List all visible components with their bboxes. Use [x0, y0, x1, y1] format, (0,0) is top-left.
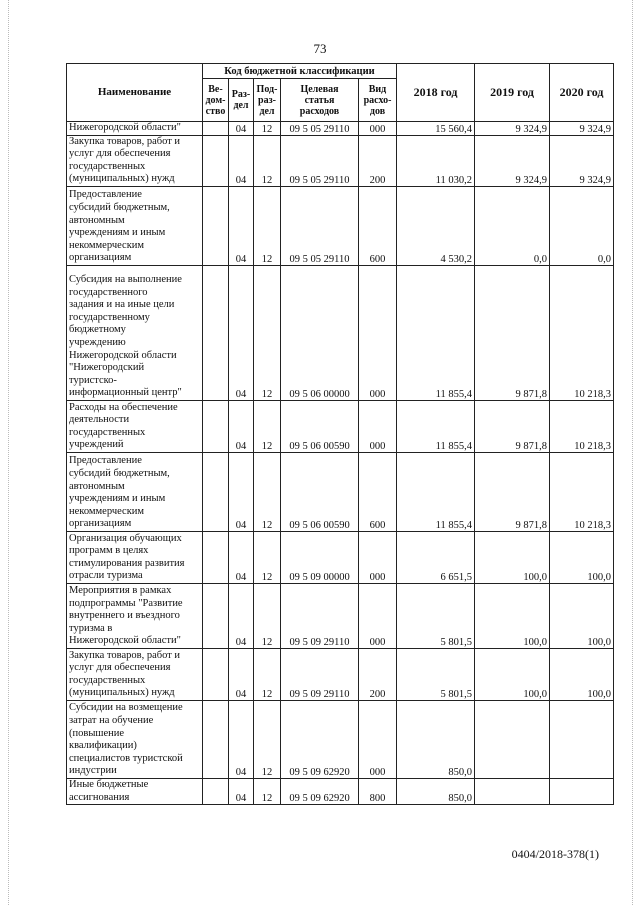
row-name: Предоставление субсидий бюджетным, автономным учреждениям и иным некоммерческим организациям: [67, 186, 203, 265]
row-podrazdel: 12: [254, 135, 281, 186]
row-razdel: 04: [229, 265, 254, 400]
row-2018: 11 030,2: [397, 135, 475, 186]
row-razdel: 04: [229, 583, 254, 648]
row-2018: 15 560,4: [397, 122, 475, 136]
row-2019: 9 324,9: [475, 122, 550, 136]
row-podrazdel: 12: [254, 700, 281, 778]
row-2019: 9 324,9: [475, 135, 550, 186]
row-name: Закупка товаров, работ и услуг для обеспечения государственных (муниципальных) нужд: [67, 648, 203, 700]
row-ved: [203, 400, 229, 452]
column-header-razdel: Раз- дел: [229, 79, 254, 122]
right-margin-line: [632, 0, 633, 905]
row-podrazdel: 12: [254, 778, 281, 804]
row-2018: 5 801,5: [397, 648, 475, 700]
row-podrazdel: 12: [254, 122, 281, 136]
table-row: [67, 135, 614, 186]
row-target: 09 5 09 62920: [281, 700, 359, 778]
column-header-target: Целевая статья расходов: [281, 79, 359, 122]
row-name: Предоставление субсидий бюджетным, автономным учреждениям и иным некоммерческим организациям: [67, 452, 203, 531]
row-name: Нижегородской области": [67, 122, 203, 136]
row-podrazdel: 12: [254, 648, 281, 700]
table-row: [67, 648, 614, 700]
left-margin-line: [8, 0, 9, 905]
row-razdel: 04: [229, 186, 254, 265]
row-ved: [203, 265, 229, 400]
row-ved: [203, 778, 229, 804]
row-podrazdel: 12: [254, 186, 281, 265]
row-2020: [550, 778, 614, 804]
row-2018: 850,0: [397, 700, 475, 778]
table-body: [67, 122, 614, 805]
column-header-2019: 2019 год: [475, 64, 550, 122]
row-2020: 9 324,9: [550, 122, 614, 136]
row-vid: 600: [359, 186, 397, 265]
row-vid: 000: [359, 583, 397, 648]
row-vid: 200: [359, 648, 397, 700]
row-razdel: 04: [229, 531, 254, 583]
table-row: [67, 700, 614, 778]
row-razdel: 04: [229, 122, 254, 136]
row-2019: 9 871,8: [475, 452, 550, 531]
table-header: [67, 64, 614, 122]
row-vid: 000: [359, 265, 397, 400]
column-header-2018: 2018 год: [397, 64, 475, 122]
row-podrazdel: 12: [254, 265, 281, 400]
row-2018: 6 651,5: [397, 531, 475, 583]
row-name: Субсидия на выполнение государственного задания и на иные цели государственному бюджетному учреждению Нижегородской области "Нижегородский туристско- информационный центр": [67, 265, 203, 400]
row-podrazdel: 12: [254, 583, 281, 648]
row-2019: [475, 700, 550, 778]
row-target: 09 5 09 29110: [281, 583, 359, 648]
row-razdel: 04: [229, 452, 254, 531]
row-2018: 11 855,4: [397, 265, 475, 400]
table-row: [67, 583, 614, 648]
row-vid: 200: [359, 135, 397, 186]
row-2020: [550, 700, 614, 778]
row-ved: [203, 583, 229, 648]
document-code: 0404/2018-378(1): [511, 847, 599, 861]
row-2018: 11 855,4: [397, 400, 475, 452]
row-vid: 000: [359, 400, 397, 452]
row-2020: 10 218,3: [550, 265, 614, 400]
table-row: [67, 400, 614, 452]
table-row: [67, 778, 614, 804]
row-target: 09 5 06 00000: [281, 265, 359, 400]
row-2019: 9 871,8: [475, 265, 550, 400]
column-group-budget-code: Код бюджетной классификации: [203, 64, 397, 79]
row-2019: 0,0: [475, 186, 550, 265]
row-razdel: 04: [229, 778, 254, 804]
row-vid: 000: [359, 700, 397, 778]
row-razdel: 04: [229, 648, 254, 700]
row-2019: [475, 778, 550, 804]
column-header-vedomstvo: Ве- дом- ство: [203, 79, 229, 122]
row-name: Организация обучающих программ в целях стимулирования развития отрасли туризма: [67, 531, 203, 583]
row-vid: 000: [359, 122, 397, 136]
row-target: 09 5 06 00590: [281, 400, 359, 452]
row-podrazdel: 12: [254, 531, 281, 583]
row-2019: 100,0: [475, 583, 550, 648]
row-name: Мероприятия в рамках подпрограммы "Развитие внутреннего и въездного туризма в Нижегородской области": [67, 583, 203, 648]
column-header-vid: Вид расхо- дов: [359, 79, 397, 122]
row-target: 09 5 05 29110: [281, 186, 359, 265]
row-target: 09 5 09 29110: [281, 648, 359, 700]
row-razdel: 04: [229, 700, 254, 778]
table-row: [67, 531, 614, 583]
row-2020: 100,0: [550, 583, 614, 648]
table-row: [67, 122, 614, 136]
row-target: 09 5 06 00590: [281, 452, 359, 531]
row-ved: [203, 186, 229, 265]
row-2019: 100,0: [475, 531, 550, 583]
column-header-2020: 2020 год: [550, 64, 614, 122]
row-2018: 850,0: [397, 778, 475, 804]
row-2018: 5 801,5: [397, 583, 475, 648]
row-ved: [203, 531, 229, 583]
row-podrazdel: 12: [254, 400, 281, 452]
row-2019: 100,0: [475, 648, 550, 700]
row-vid: 000: [359, 531, 397, 583]
row-vid: 600: [359, 452, 397, 531]
row-2020: 100,0: [550, 531, 614, 583]
row-name: Субсидии на возмещение затрат на обучение (повышение квалификации) специалистов туристской индустрии: [67, 700, 203, 778]
column-header-podrazdel: Под- раз- дел: [254, 79, 281, 122]
row-razdel: 04: [229, 135, 254, 186]
table-row: [67, 265, 614, 400]
row-vid: 800: [359, 778, 397, 804]
table-row: [67, 452, 614, 531]
row-2020: 9 324,9: [550, 135, 614, 186]
row-target: 09 5 05 29110: [281, 135, 359, 186]
row-ved: [203, 648, 229, 700]
column-header-name: Наименование: [67, 64, 203, 122]
row-name: Иные бюджетные ассигнования: [67, 778, 203, 804]
budget-table: [66, 63, 614, 805]
row-2020: 0,0: [550, 186, 614, 265]
row-target: 09 5 09 00000: [281, 531, 359, 583]
row-ved: [203, 452, 229, 531]
row-target: 09 5 05 29110: [281, 122, 359, 136]
row-name: Закупка товаров, работ и услуг для обеспечения государственных (муниципальных) нужд: [67, 135, 203, 186]
row-2018: 11 855,4: [397, 452, 475, 531]
row-ved: [203, 135, 229, 186]
row-2020: 100,0: [550, 648, 614, 700]
row-2020: 10 218,3: [550, 452, 614, 531]
row-target: 09 5 09 62920: [281, 778, 359, 804]
row-razdel: 04: [229, 400, 254, 452]
row-ved: [203, 700, 229, 778]
row-ved: [203, 122, 229, 136]
row-2019: 9 871,8: [475, 400, 550, 452]
row-name: Расходы на обеспечение деятельности государственных учреждений: [67, 400, 203, 452]
row-2020: 10 218,3: [550, 400, 614, 452]
row-2018: 4 530,2: [397, 186, 475, 265]
table-row: [67, 186, 614, 265]
row-podrazdel: 12: [254, 452, 281, 531]
page-number: 73: [313, 41, 327, 56]
